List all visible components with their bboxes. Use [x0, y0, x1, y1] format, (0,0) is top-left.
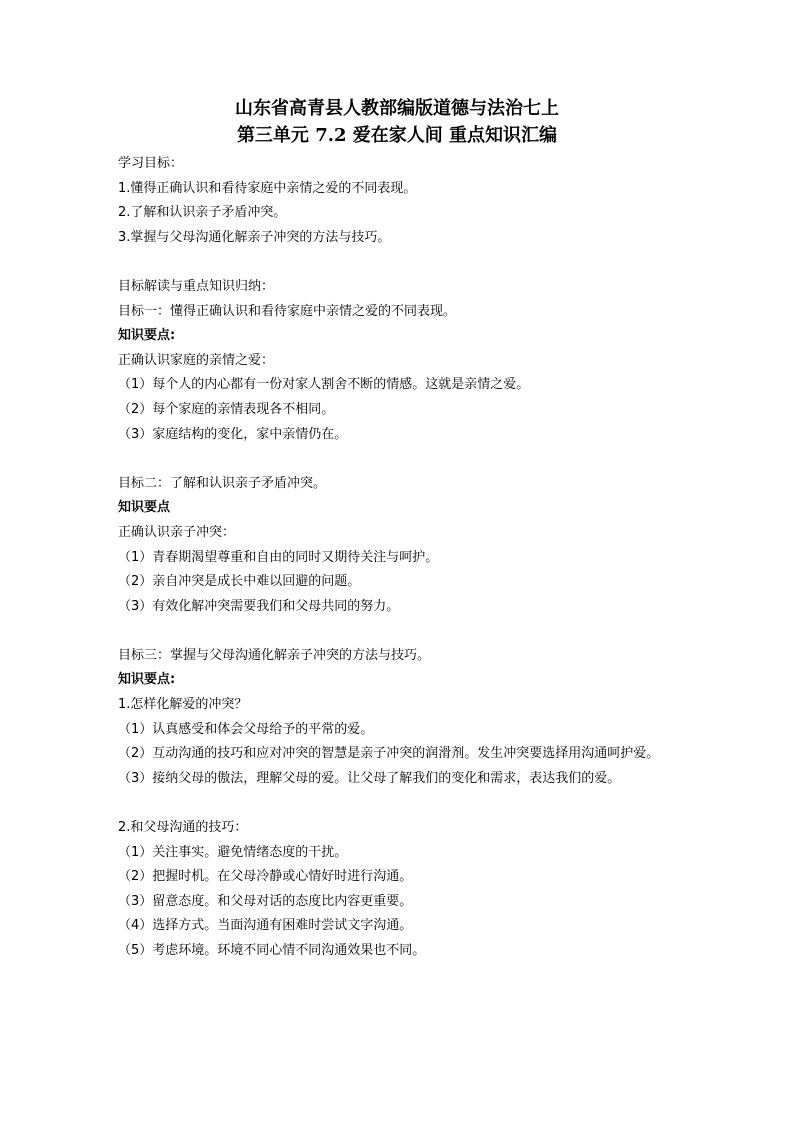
goal3-section2-item: （1）关注事实。避免情绪态度的干扰。: [118, 844, 348, 860]
spacer: [118, 447, 678, 472]
goal2-title: 目标二：了解和认识亲子矛盾冲突。: [118, 475, 327, 491]
goal2-item: （1）青春期渴望尊重和自由的同时又期待关注与呵护。: [118, 549, 439, 565]
goal3-section2-heading: 2.和父母沟通的技巧：: [118, 820, 248, 836]
spacer: [118, 250, 678, 275]
goal1-title: 目标一：懂得正确认识和看待家庭中亲情之爱的不同表现。: [118, 303, 457, 319]
goal3-section1-item: （2）互动沟通的技巧和应对冲突的智慧是亲子冲突的润滑剂。发生冲突要选择用沟通呵护爱。: [118, 746, 660, 762]
document-body: [118, 152, 678, 964]
objective-item: 3.掌握与父母沟通化解亲子冲突的方法与技巧。: [118, 229, 391, 245]
goal3-section2-item: （3）留意态度。和父母对话的态度比内容更重要。: [118, 893, 413, 909]
spacer: [118, 619, 678, 644]
goal1-subheading: 正确认识家庭的亲情之爱：: [118, 352, 275, 368]
objectives-heading: 学习目标：: [118, 156, 184, 171]
goal3-section2-item: （4）选择方式。当面沟通有困难时尝试文字沟通。: [118, 918, 413, 934]
goal2-item: （2）亲自冲突是成长中难以回避的问题。: [118, 574, 361, 590]
goal3-section1-item: （1）认真感受和体会父母给予的平常的爱。: [118, 721, 374, 737]
goal3-section1-heading: 1.怎样化解爱的冲突？: [118, 697, 248, 713]
goal3-key-points-label: 知识要点:: [118, 672, 176, 688]
goal1-item: （2）每个家庭的亲情表现各不相同。: [118, 401, 335, 417]
objective-item: 1.懂得正确认识和看待家庭中亲情之爱的不同表现。: [118, 180, 417, 196]
objective-item: 2.了解和认识亲子矛盾冲突。: [118, 205, 287, 221]
goal1-item: （1）每个人的内心都有一份对家人割舍不断的情感。这就是亲情之爱。: [118, 377, 530, 393]
goal3-section1-item: （3）接纳父母的傲法，理解父母的爱。让父母了解我们的变化和需求，表达我们的爱。: [118, 770, 621, 786]
goal3-section2-item: （2）把握时机。在父母冷静或心情好时进行沟通。: [118, 869, 413, 885]
goal2-key-points-label: 知识要点: [118, 500, 171, 516]
goal2-subheading: 正确认识亲子冲突：: [118, 524, 236, 540]
spacer: [118, 791, 678, 816]
goal3-title: 目标三：掌握与父母沟通化解亲子冲突的方法与技巧。: [118, 647, 431, 663]
document-title-line-1: 山东省高青县人教部编版道德与法治七上: [235, 98, 559, 119]
goal2-item: （3）有效化解冲突需要我们和父母共同的努力。: [118, 598, 400, 614]
goal1-item: （3）家庭结构的变化，家中亲情仍在。: [118, 426, 348, 442]
goal1-key-points-label: 知识要点:: [118, 328, 176, 344]
summary-heading: 目标解读与重点知识归纳：: [118, 278, 275, 294]
document-title-line-2: 第三单元 7.2 爱在家人间 重点知识汇编: [236, 125, 558, 146]
goal3-section2-item: （5）考虑环境。环境不同心情不同沟通效果也不同。: [118, 943, 426, 958]
